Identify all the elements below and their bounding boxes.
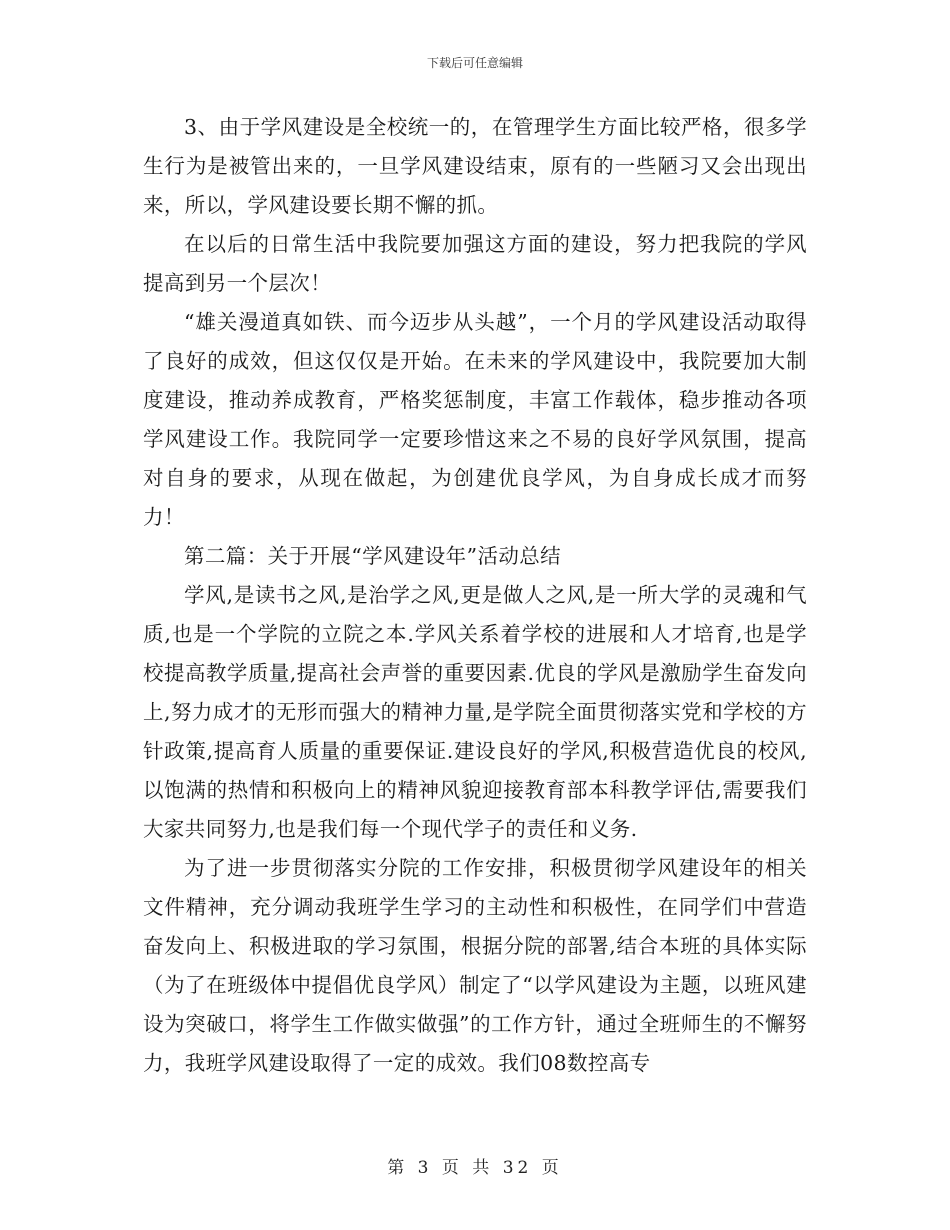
page-footer: 第 3 页 共 32 页 [387, 1158, 563, 1178]
paragraph-2: 在以后的日常生活中我院要加强这方面的建设，努力把我院的学风提高到另一个层次！ [143, 232, 807, 295]
section-heading: 第二篇：关于开展“学风建设年”活动总结 [184, 544, 562, 568]
paragraph-1: 3、由于学风建设是全校统一的，在管理学生方面比较严格，很多学生行为是被管出来的，一旦学风建设结束，原有的一些陋习又会出现出来，所以，学风建设要长期不懈的抓。 [143, 115, 807, 217]
paragraph-5: 学风,是读书之风,是治学之风,更是做人之风,是一所大学的灵魂和气质,也是一个学院的立院之本.学风关系着学校的进展和人才培育,也是学校提高教学质量,提高社会声誉的重要因素.优良的学风是激励学生奋发向上,努力成才的无形而强大的精神力量,是学院全面贯彻落实党和学校的方针政策,提高育人质量的重要保证.建设良好的学风,积极营造优良的校风,以饱满的热情和积极向上的精神风貌迎接教育部本科教学评估,需要我们大家共同努力,也是我们每一个现代学子的责任和义务. [143, 583, 807, 841]
paragraph-6: 为了进一步贯彻落实分院的工作安排，积极贯彻学风建设年的相关文件精神，充分调动我班学生学习的主动性和积极性，在同学们中营造奋发向上、积极进取的学习氛围，根据分院的部署,结合本班的具体实际（为了在班级体中提倡优良学风）制定了“以学风建设为主题，以班风建设为突破口，将学生工作做实做强”的工作方针，通过全班师生的不懈努力，我班学风建设取得了一定的成效。我们08数控高专 [143, 856, 807, 1075]
paragraph-3: “雄关漫道真如铁、而今迈步从头越”，一个月的学风建设活动取得了良好的成效，但这仅仅是开始。在未来的学风建设中，我院要加大制度建设，推动养成教育，严格奖惩制度，丰富工作载体，稳步推动各项学风建设工作。我院同学一定要珍惜这来之不易的良好学风氛围，提高对自身的要求，从现在做起，为创建优良学风，为自身成长成才而努力！ [143, 310, 807, 529]
document-body [143, 108, 807, 1083]
page-header: 下载后可任意编辑 [426, 56, 523, 70]
